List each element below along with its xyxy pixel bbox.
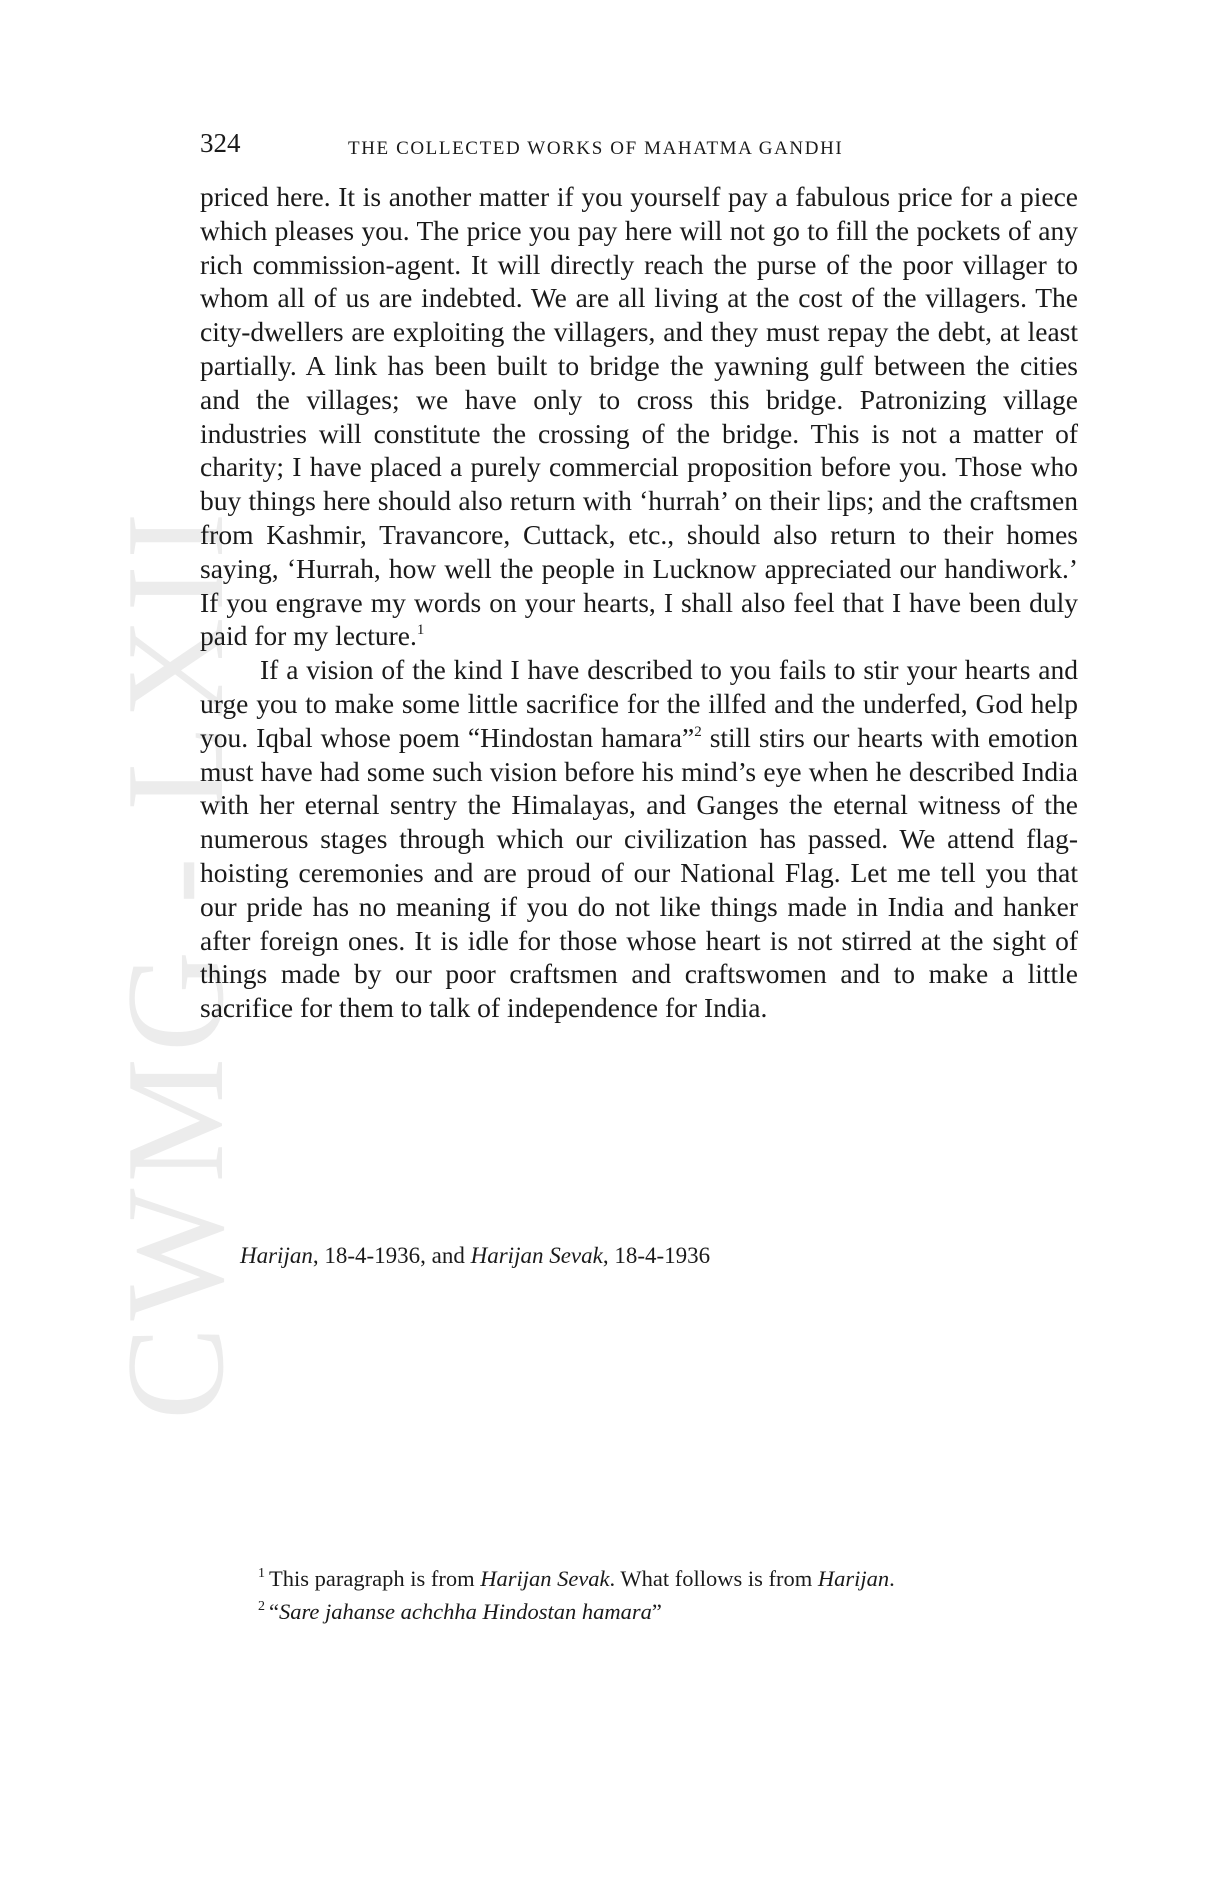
footnote-1 — [258, 1562, 1078, 1595]
source-citation — [240, 1243, 710, 1269]
footnote-1-italic-a: Harijan Sevak — [480, 1566, 610, 1591]
footnote-1-mark: 1 — [258, 1566, 265, 1581]
watermark: CWMG - LXII — [98, 506, 253, 1420]
footnotes — [258, 1562, 1078, 1628]
footnote-2-italic: Sare jahanse achchha Hindostan hamara — [279, 1599, 652, 1624]
paragraph-1-text: priced here. It is another matter if you yourself pay a fabulous price for a piece which pleases you. The price you pay here will not go to fill the pockets of any rich commission-agent. It will directly reach the purse of the poor villager to whom all of us are indebted. We are all living at the cost of the villagers. The city-dwellers are exploiting the villagers, and they must repay the debt, at least partially. A link has been built to bridge the yawning gulf between the cities and the villages; we have only to cross this bridge. Patronizing village industries will constitute the crossing of the bridge. This is not a matter of charity; I have placed a purely commercial proposition before you. Those who buy things here should also return with ‘hurrah’ on their lips; and the craftsmen from Kashmir, Travancore, Cuttack, etc., should also return to their homes saying, ‘Hurrah, how well the people in Lucknow appreciated our handiwork.’ If you engrave my words on your hearts, I shall also feel that I have been duly paid for my lecture. — [200, 181, 1078, 652]
source-pub-2: Harijan Sevak — [470, 1243, 603, 1268]
paragraph-1 — [200, 180, 1078, 653]
footnote-1-italic-b: Harijan — [817, 1566, 890, 1591]
paragraph-2-text-a: If a vision of the kind I have described to you fails to stir your hearts and urge you to make some little sacrifice for the illfed and the underfed, God help you. Iqbal whose poem “Hindostan hamara” — [200, 654, 1078, 753]
paragraph-2-text-b: still stirs our hearts with emotion must have had some such vision before his mind’s eye when he described India with her eternal sentry the Himalayas, and Ganges the eternal witness of the numerous stages through which our civilization has passed. We attend flag-hoisting ceremonies and are proud of our National Flag. Let me tell you that our pride has no meaning if you do not like things made in India and hanker after foreign ones. It is idle for those whose heart is not stirred at the sight of things made by our poor craftsmen and craftswomen and to make a little sacrifice for them to talk of independence for India. — [200, 721, 1078, 1024]
footnote-ref-1[interactable]: 1 — [416, 622, 425, 639]
source-pub-1: Harijan — [240, 1243, 313, 1268]
footnote-ref-2[interactable]: 2 — [694, 723, 702, 740]
body-text — [200, 180, 1078, 1025]
footnote-2-mark: 2 — [258, 1599, 265, 1614]
footnote-1-text-b: . What follows is from — [609, 1566, 818, 1591]
footnote-2-close-quote: ” — [651, 1599, 662, 1624]
page-number: 324 — [200, 128, 241, 158]
footnote-1-text-c: . — [889, 1566, 895, 1591]
paragraph-2 — [200, 653, 1078, 1025]
footnote-2 — [258, 1595, 1078, 1628]
footnote-1-text-a: This paragraph is from — [269, 1566, 481, 1591]
footnote-2-open-quote: “ — [269, 1599, 279, 1624]
running-head: THE COLLECTED WORKS OF MAHATMA GANDHI — [348, 138, 844, 159]
source-date-1: , 18-4-1936, and — [312, 1243, 471, 1268]
source-date-2: , 18-4-1936 — [602, 1243, 711, 1268]
